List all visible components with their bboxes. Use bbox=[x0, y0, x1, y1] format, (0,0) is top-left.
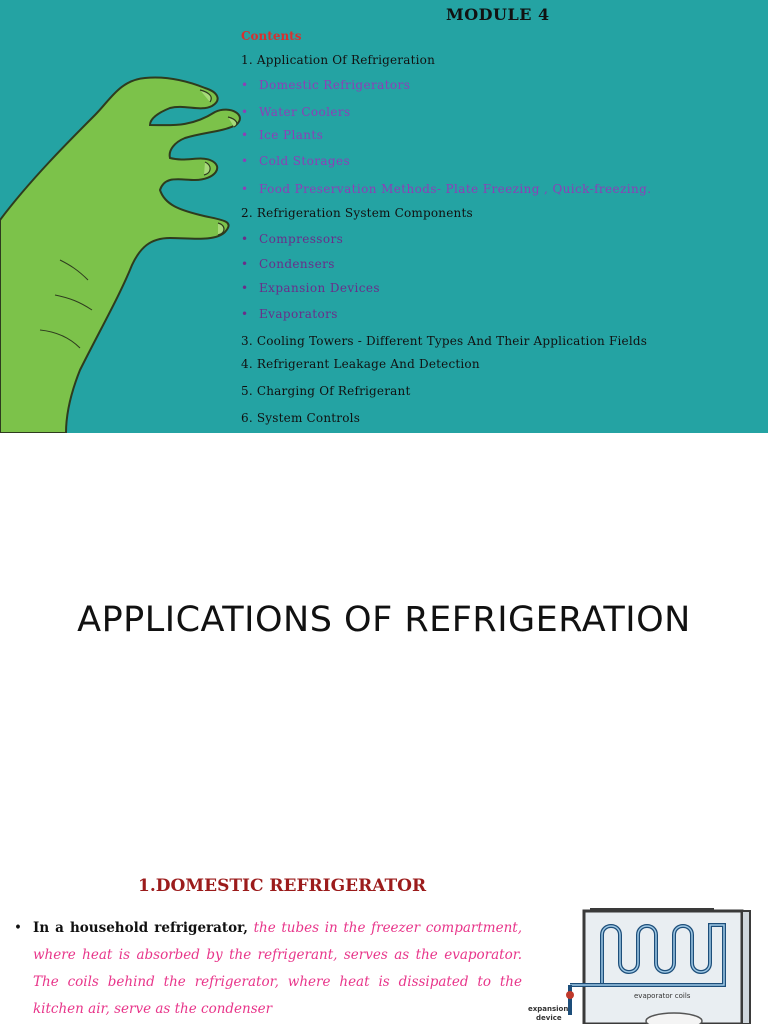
hand-shape bbox=[0, 77, 240, 433]
slide-title-applications: APPLICATIONS OF REFRIGERATION bbox=[77, 600, 691, 640]
toc-subitem: • Cold Storages bbox=[241, 154, 351, 168]
bullet-paragraph bbox=[14, 915, 522, 1023]
toc-item-1: 1. Application Of Refrigeration bbox=[241, 53, 436, 67]
label-expansion: expansion bbox=[528, 1005, 569, 1013]
toc-subitem: • Domestic Refrigerators bbox=[241, 78, 411, 92]
toc-subitem: • Food Preservation Methods- Plate Freezing , Quick-freezing. bbox=[241, 182, 652, 196]
toc-item-2: 2. Refrigeration System Components bbox=[241, 206, 473, 220]
label-evaporator-coils: evaporator coils bbox=[634, 992, 691, 1000]
slide-contents bbox=[0, 0, 768, 433]
section-heading: 1.DOMESTIC REFRIGERATOR bbox=[138, 876, 427, 896]
toc-subitem: • Expansion Devices bbox=[241, 281, 380, 295]
toc-item-3: 3. Cooling Towers - Different Types And Their Application Fields bbox=[241, 334, 648, 348]
paragraph-body: the tubes in the freezer compartment, where heat is absorbed by the refrigerant, serves as the evaporator. The coils behind the refrigerator, where heat is dissipated to the kitchen air, serve as the condenser bbox=[33, 920, 523, 1017]
toc-item-6: 6. System Controls bbox=[241, 411, 361, 425]
expansion-device-marker bbox=[566, 991, 574, 999]
toc-item-5: 5. Charging Of Refrigerant bbox=[241, 384, 411, 398]
bullet-dot: • bbox=[14, 920, 22, 936]
green-hand-illustration bbox=[0, 70, 250, 433]
toc-subitem: • Evaporators bbox=[241, 307, 338, 321]
paragraph-lead: In a household refrigerator, bbox=[33, 920, 248, 936]
label-device: device bbox=[536, 1014, 562, 1022]
module-title: MODULE 4 bbox=[446, 5, 550, 24]
contents-label: Contents bbox=[241, 29, 302, 43]
toc-subitem: • Water Coolers bbox=[241, 105, 351, 119]
toc-subitem: • Condensers bbox=[241, 257, 335, 271]
toc-subitem: • Ice Plants bbox=[241, 128, 324, 142]
refrigerator-diagram bbox=[524, 903, 768, 1024]
toc-item-4: 4. Refrigerant Leakage And Detection bbox=[241, 357, 480, 371]
toc-subitem: • Compressors bbox=[241, 232, 344, 246]
